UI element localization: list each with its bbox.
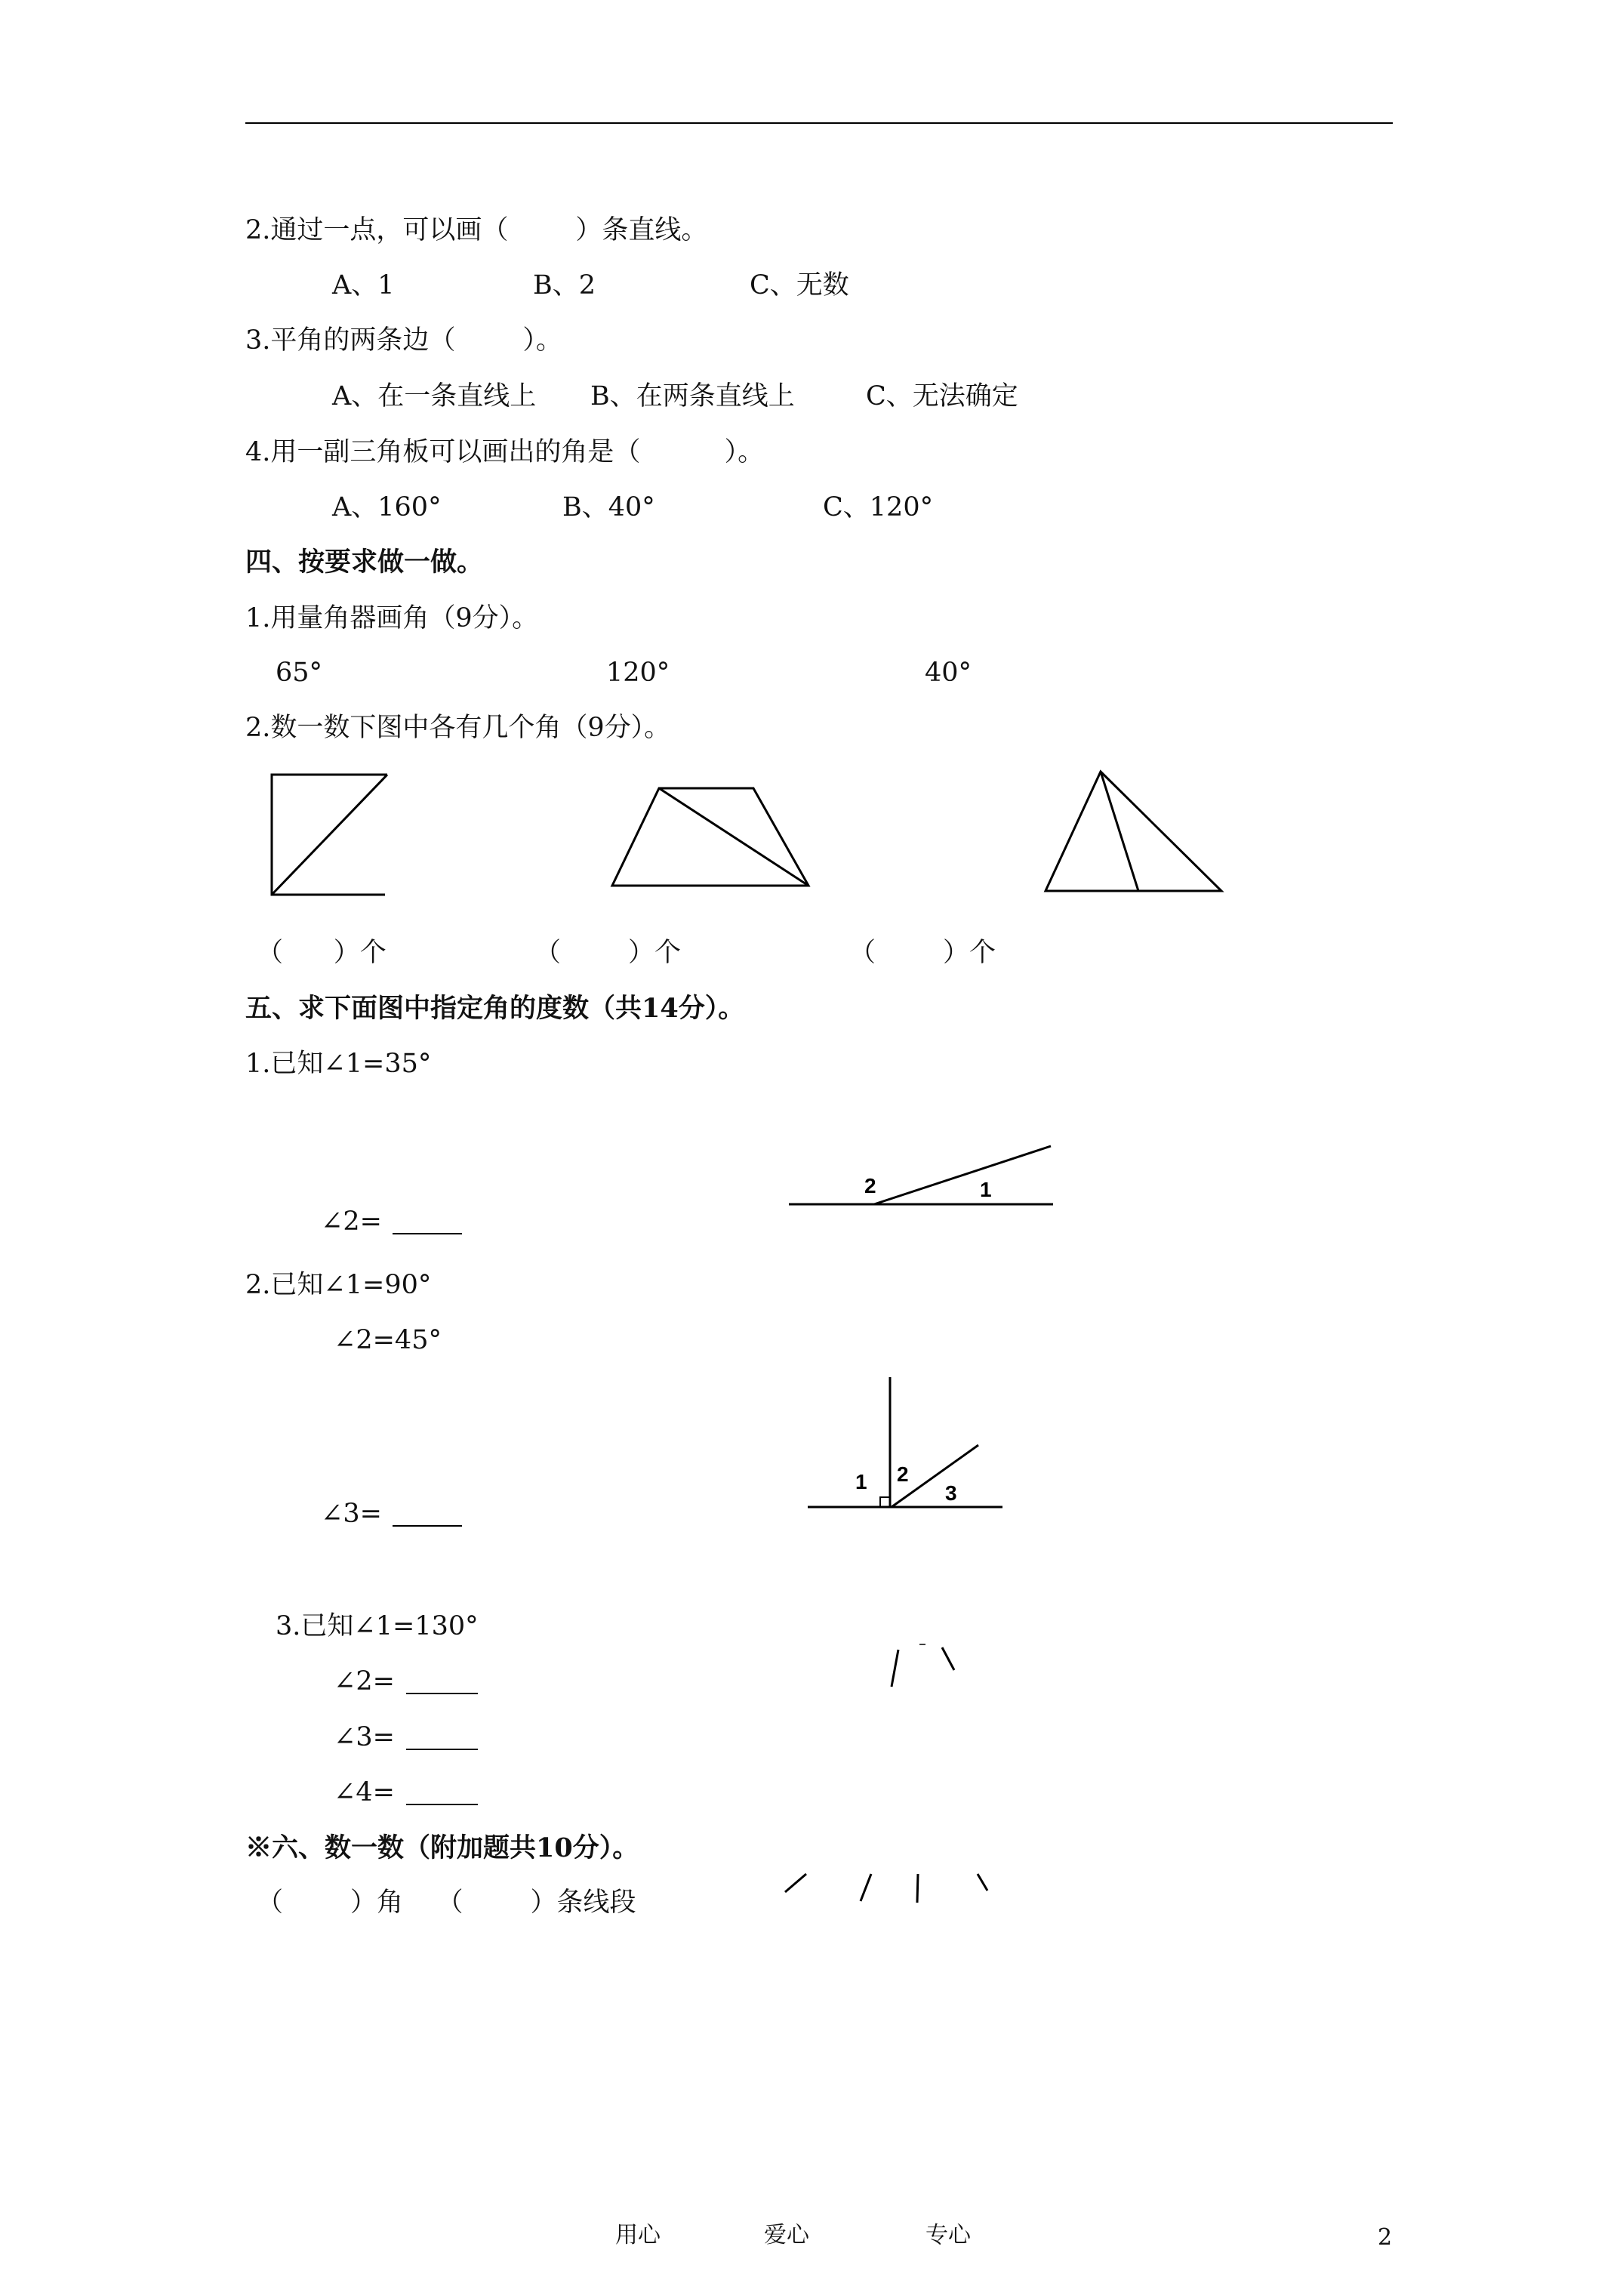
angle-1-label: 1 bbox=[980, 1178, 992, 1201]
section6-title: ※六、数一数（附加题共10分）。 bbox=[245, 1832, 639, 1863]
section4-title: 四、按要求做一做。 bbox=[245, 547, 484, 578]
s4-q1-stem: 1.用量角器画角（9分）。 bbox=[245, 603, 539, 633]
s5-q3-answer-blank-4[interactable] bbox=[406, 1804, 478, 1805]
q3-3-option-b: B、在两条直线上 bbox=[590, 381, 795, 411]
slant-ray bbox=[874, 1146, 1051, 1204]
square-diagonal bbox=[272, 775, 387, 895]
s6-answer: （ ）角 （ ）条线段 bbox=[257, 1888, 636, 1918]
section5-title: 五、求下面图中指定角的度数（共14分）。 bbox=[245, 993, 745, 1024]
s5-q3-answer-blank-2[interactable] bbox=[406, 1693, 478, 1694]
figure-angle-35 bbox=[785, 1140, 1057, 1216]
stroke-right bbox=[942, 1647, 954, 1670]
q3-4-option-c: C、120° bbox=[823, 492, 934, 522]
q3-4-option-a: A、160° bbox=[332, 492, 442, 522]
footer-item-1: 用心 bbox=[615, 2222, 661, 2248]
q3-2-stem: 2.通过一点，可以画（ ）条直线。 bbox=[245, 215, 708, 245]
q3-3-option-a: A、在一条直线上 bbox=[332, 381, 537, 411]
s4-q2-answer-1: （ ）个 bbox=[257, 938, 387, 968]
figure-square-diagonal bbox=[264, 770, 400, 906]
q3-4-option-b: B、40° bbox=[562, 492, 655, 522]
q3-2-option-c: C、无数 bbox=[750, 270, 849, 300]
angle-2-label: 2 bbox=[864, 1174, 876, 1197]
trapezoid-outline bbox=[612, 788, 808, 886]
page-number: 2 bbox=[1378, 2224, 1393, 2251]
footer-item-3: 专心 bbox=[925, 2222, 971, 2248]
s5-q3-ask-3: ∠3= bbox=[334, 1722, 395, 1752]
s5-q1-ask: ∠2= bbox=[321, 1207, 382, 1237]
s5-q2-ask: ∠3= bbox=[321, 1499, 382, 1529]
s5-q2-given-2: ∠2=45° bbox=[334, 1325, 442, 1355]
q3-3-stem: 3.平角的两条边（ ）。 bbox=[245, 325, 562, 356]
s5-q3-answer-blank-3[interactable] bbox=[406, 1749, 478, 1750]
right-angle-mark bbox=[880, 1497, 890, 1507]
s4-q1-angle-3: 40° bbox=[925, 658, 972, 688]
figure-trapezoid-diagonal bbox=[608, 781, 819, 895]
stroke-left bbox=[892, 1650, 898, 1687]
s5-q3-given: 3.已知∠1=130° bbox=[276, 1611, 479, 1641]
stroke-4 bbox=[978, 1874, 987, 1891]
s5-q1-given: 1.已知∠1=35° bbox=[245, 1049, 432, 1079]
s5-q1-answer-blank[interactable] bbox=[393, 1233, 462, 1234]
figure-angles-90-45 bbox=[800, 1374, 1012, 1510]
s5-q2-answer-blank[interactable] bbox=[393, 1525, 462, 1527]
s4-q1-angle-2: 120° bbox=[606, 658, 670, 688]
angle-2-label: 2 bbox=[897, 1462, 909, 1486]
s5-q2-given: 2.已知∠1=90° bbox=[245, 1270, 432, 1300]
figure-triangle-cevian bbox=[1042, 766, 1230, 895]
s4-q2-stem: 2.数一数下图中各有几个角（9分）。 bbox=[245, 713, 671, 743]
q3-4-stem: 4.用一副三角板可以画出的角是（ ）。 bbox=[245, 437, 765, 467]
footer-item-2: 爱心 bbox=[764, 2222, 809, 2248]
stroke-3 bbox=[917, 1874, 918, 1903]
angle-1-label: 1 bbox=[855, 1470, 867, 1493]
angle-3-label: 3 bbox=[945, 1481, 957, 1505]
q3-3-option-c: C、无法确定 bbox=[866, 381, 1018, 411]
q3-2-option-b: B、2 bbox=[533, 270, 596, 300]
figure-angles-130-fragment bbox=[883, 1638, 959, 1691]
s5-q3-ask-4: ∠4= bbox=[334, 1777, 395, 1808]
trapezoid-diagonal bbox=[659, 788, 808, 886]
s5-q3-ask-2: ∠2= bbox=[334, 1666, 395, 1697]
figure-count-angles-fragment bbox=[778, 1865, 996, 1918]
s4-q2-answer-2: （ ）个 bbox=[534, 938, 682, 968]
header-rule bbox=[245, 122, 1393, 124]
s4-q2-answer-3: （ ）个 bbox=[849, 938, 996, 968]
stroke-1 bbox=[785, 1874, 806, 1892]
q3-2-option-a: A、1 bbox=[332, 270, 395, 300]
stroke-2 bbox=[861, 1874, 871, 1901]
s4-q1-angle-1: 65° bbox=[276, 658, 323, 688]
